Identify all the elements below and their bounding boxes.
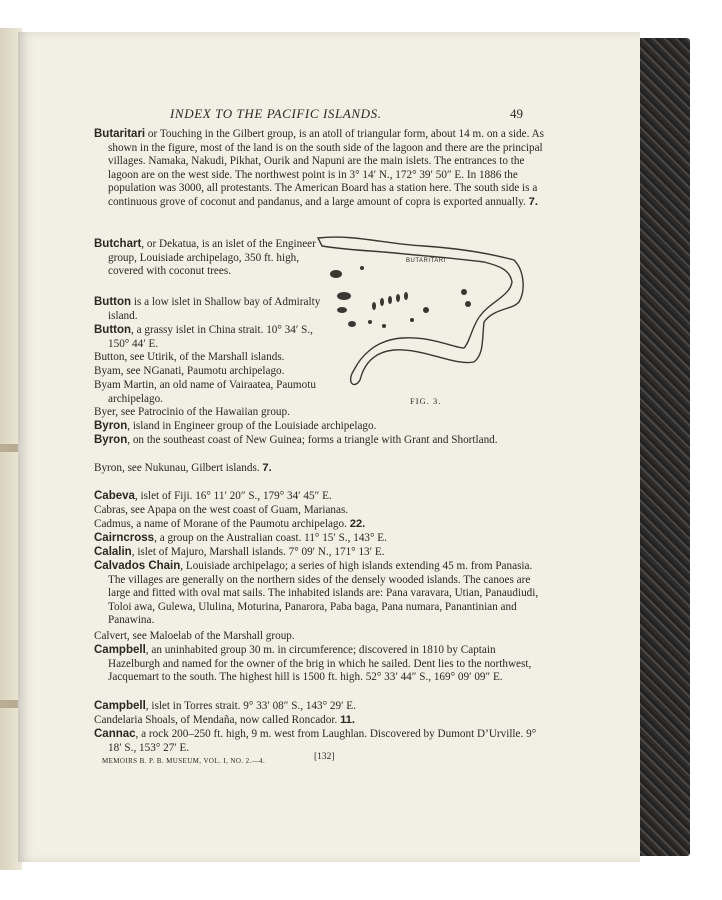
entry-text: , Louisiade archipelago; a series of high islands extending 45 m. from Panasia. The villages are generally on the northern sides of the densely wooded islands. The canoes are large and fitted with oval mat sails. The inhabited islands are: Pana varavara, Utian, Panaudiudi, Toloi awa, Gulewa, Ululina, Moturina, Panarora, Paba baga, Pana numara, Panantinian and Panawina. (108, 560, 539, 627)
entry-text: Byam, see NGanati, Paumotu archipelago. (94, 365, 285, 377)
entry-text: is a low islet in Shallow bay of Admiralty island. (108, 296, 321, 322)
entry-text: , island in Engineer group of the Louisiade archipelago. (127, 420, 377, 432)
entry-ref: 7. (262, 462, 272, 474)
index-entry (94, 518, 548, 532)
entry-headword: Campbell (94, 644, 146, 656)
entry-text: , a rock 200–250 ft. high, 9 m. west from Laughlan. Discovered by Dumont D’Urville. 9° 18′ S., 153° 27′ E. (108, 728, 537, 754)
entry-text: , a grassy islet in China strait. 10° 34′ S., 150° 44′ E. (108, 324, 313, 350)
entry-headword: Byron (94, 434, 128, 446)
entry-headword: Button (94, 296, 132, 308)
index-entry (94, 406, 348, 420)
map-label: BUTARITARI (406, 258, 446, 264)
index-entry (94, 238, 324, 279)
butaritari-atoll-map (314, 230, 532, 392)
entry-text: Cadmus, a name of Morane of the Paumotu archipelago. (94, 518, 347, 530)
index-entry (94, 365, 324, 379)
entry-text: Candelaria Shoals, of Mendaña, now called Roncador. (94, 714, 338, 726)
entry-ref: 22. (349, 518, 366, 530)
index-entry (94, 351, 324, 365)
entry-text: Button, see Utirik, of the Marshall islands. (94, 351, 285, 363)
entry-headword: Calvados Chain (94, 560, 181, 572)
footer-folio: [132] (314, 752, 335, 762)
entry-text: Byron, see Nukunau, Gilbert islands. (94, 462, 260, 474)
index-entry (94, 490, 548, 504)
running-title: INDEX TO THE PACIFIC ISLANDS. (170, 106, 382, 121)
index-entry (94, 379, 324, 406)
entry-text: Cabras, see Apapa on the west coast of Guam, Marianas. (94, 504, 349, 516)
index-entry (94, 434, 548, 448)
entry-headword: Button (94, 324, 132, 336)
index-entry (94, 546, 548, 560)
entry-text: , islet of Fiji. 16° 11′ 20″ S., 179° 34′ 45″ E. (134, 490, 332, 502)
entry-text: , on the southeast coast of New Guinea; forms a triangle with Grant and Shortland. (127, 434, 498, 446)
index-entry (94, 128, 548, 210)
entry-headword: Calalin (94, 546, 132, 558)
entry-text: , islet in Torres strait. 9° 33′ 08″ S., 143° 29′ E. (145, 700, 356, 712)
index-entry (94, 504, 548, 518)
index-entry (94, 714, 548, 728)
entry-ref: 11. (340, 714, 355, 726)
figure-caption: FIG. 3. (410, 396, 442, 406)
page-number: 49 (510, 106, 523, 121)
index-entry (94, 560, 548, 628)
index-entry (94, 532, 548, 546)
entry-headword: Cairncross (94, 532, 155, 544)
entry-text: Byam Martin, an old name of Vairaatea, Paumotu archipelago. (94, 379, 316, 405)
index-entry (94, 644, 548, 685)
entry-headword: Butchart (94, 238, 142, 250)
entry-text: , an uninhabited group 30 m. in circumference; discovered in 1810 by Captain Hazelburgh and named for the owner of the brig in which he sailed. Dent lies to the northwest, Jacquemart to the south. The highest hill is 1500 ft. high. 52° 33′ 44″ S., 169° 09′ 09″ E. (108, 644, 532, 684)
entry-headword: Butaritari (94, 128, 146, 140)
index-entry (94, 420, 548, 434)
entry-text: or Touching in the Gilbert group, is an atoll of triangular form, about 14 m. on a side. As shown in the figure, most of the land is on the south side of the lagoon and there are the principal villages. Namaka, Nakudi, Pikhat, Ourik and Napuni are the main islets. The entrances to the lagoon are on the west side. The northwest point is in 3° 14′ N., 172° 39′ 50″ E. In 1886 the population was 3000, all protestants. The American Board has a station here. The south side is a continuous grove of coconut and pandanus, and a large amount of copra is exported annually. (108, 128, 545, 208)
entry-text: Byer, see Patrocinio of the Hawaiian group. (94, 406, 290, 418)
entry-text: , a group on the Australian coast. 11° 15′ S., 143° E. (154, 532, 387, 544)
entry-text: , or Dekatua, is an islet of the Engineer group, Louisiade archipelago, 350 ft. high, covered with coconut trees. (108, 238, 316, 278)
index-entry (94, 324, 324, 351)
index-entry (94, 700, 548, 714)
entry-ref: 7. (528, 195, 538, 208)
entry-text: , islet of Majuro, Marshall islands. 7° 09′ N., 171° 13′ E. (131, 546, 385, 558)
index-entry (94, 630, 548, 644)
footer-series: MEMOIRS B. P. B. MUSEUM, VOL. I, NO. 2.—4. (102, 757, 266, 765)
index-entry (94, 462, 548, 476)
entry-headword: Cannac (94, 728, 136, 740)
entry-headword: Byron (94, 420, 128, 432)
entry-headword: Cabeva (94, 490, 135, 502)
entry-headword: Campbell (94, 700, 146, 712)
entry-text: Calvert, see Maloelab of the Marshall group. (94, 630, 295, 642)
index-entry (94, 296, 324, 323)
